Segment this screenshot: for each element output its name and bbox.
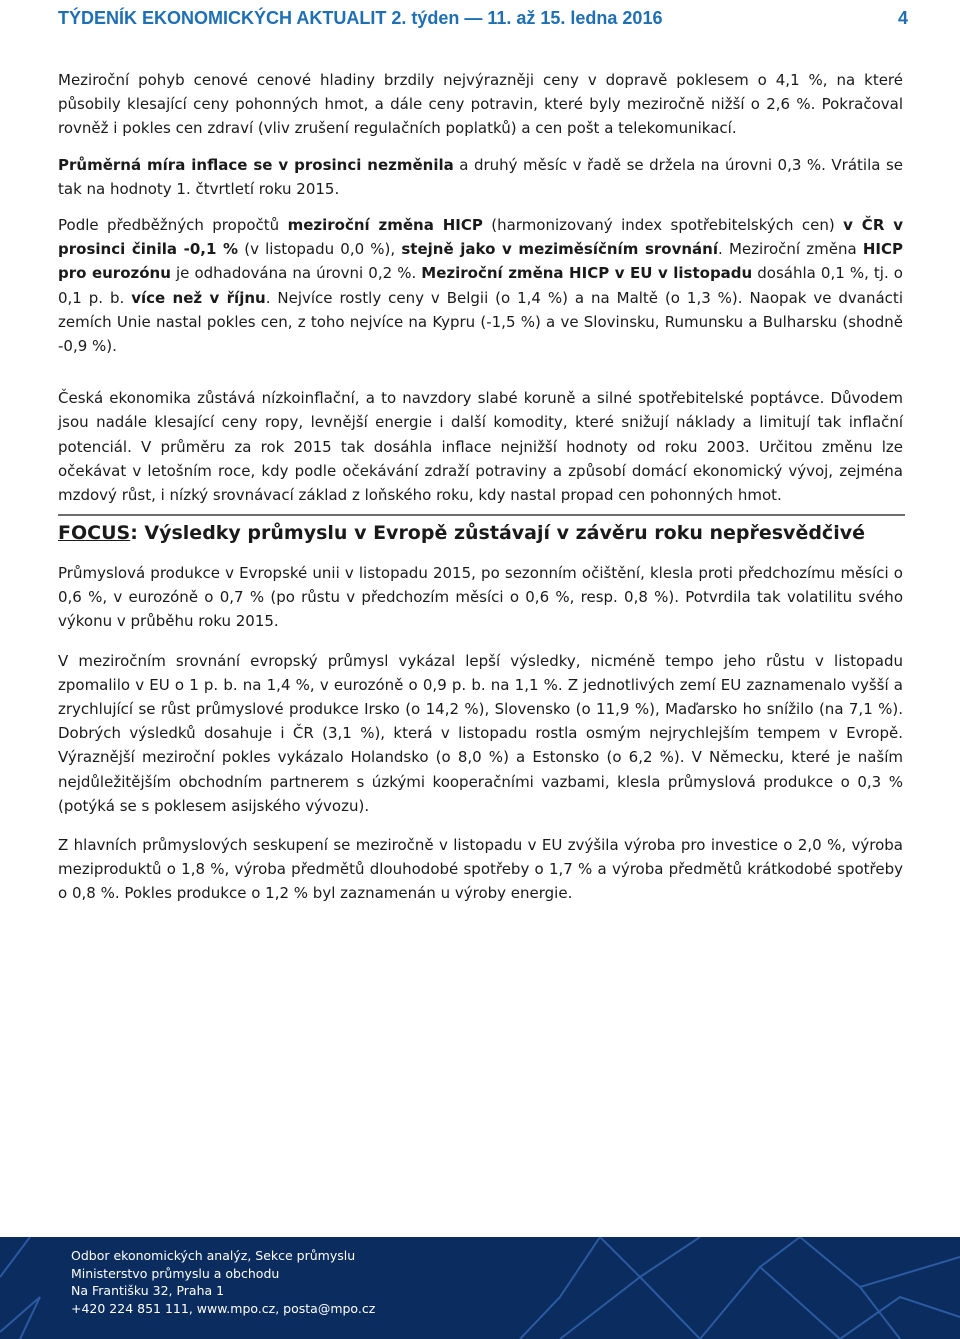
bold-text: Průměrná míra inflace se v prosinci nezměnila [58,155,454,174]
paragraph-year-on-year: V meziročním srovnání evropský průmysl vykázal lepší výsledky, nicméně tempo jeho růstu v listopadu zpomalilo v EU o 1 p. b. na 1,4 %, v eurozóně o 0,9 p. b. na 1,1 %. Z jednotlivých zemí EU zaznamenalo vyšší a zrychlující se růst průmyslové produkce Irsko (o 14,2 %), Slovensko (o 11,9 %), Maďarsko ho snížilo (na 7,1 %). Dobrých výsledků dosahuje i ČR (3,1 %), která v listopadu rostla osmým nejrychlejším tempem v Evropě. Výraznější meziroční pokles vykázalo Holandsko (o 8,0 %) a Estonsko (o 6,2 %). V Německu, které je naším nejdůležitějším obchodním partnerem s úzkými kooperačními vazbami, klesla průmyslová produkce o 0,3 % (potýká se s poklesem asijského vývozu). [58,651,903,815]
bold-text: v ČR v prosinci činila -0,1 % [58,216,903,259]
text-span: . Meziroční změna [718,240,863,259]
bold-text: meziroční změna HICP [287,216,483,235]
bold-text: HICP pro eurozónu [58,240,903,283]
paragraph-average-inflation [58,153,903,201]
header-title: TÝDENÍK EKONOMICKÝCH AKTUALIT 2. týden — 11. až 15. ledna 2016 [58,7,663,28]
paragraph-hicp [58,213,903,358]
bold-text: Meziroční změna HICP v EU v listopadu [421,264,753,283]
footer-ministry: Ministerstvo průmyslu a obchodu [71,1265,280,1281]
text-span: . Nejvíce rostly ceny v Belgii (o 1,4 %) a na Maltě (o 1,3 %). Naopak ve dvanácti zemích Unie nastal pokles cen, z toho nejvíce na Kypru (-1,5 %) a ve Slovinsku, Rumunsku a Bulharsku (shodně -0,9 %). [58,288,903,356]
focus-heading [58,519,905,547]
text-span: Podle předběžných propočtů [58,216,288,235]
paragraph-czech-economy: Česká ekonomika zůstává nízkoinflační, a to navzdory slabé koruně a silné spotřebitelské poptávce. Důvodem jsou nadále klesající ceny ropy, levnější energie i další komodity, které snižují náklady a limitují tak inflační potenciál. V průměru za rok 2015 tak dosáhla inflace nejnižší hodnoty od roku 2003. Určitou změnu lze očekávat v letošním roce, kdy podle očekávání zdraží potraviny a způsobí domácí ekonomický vývoj, zejména mzdový růst, i nízký srovnávací základ z loňského roku, kdy nastal propad cen pohonných hmot. [58,389,903,505]
paragraph-industrial-production: Průmyslová produkce v Evropské unii v listopadu 2015, po sezonním očištění, klesla proti předchozímu měsíci o 0,6 %, v eurozóně o 0,7 % (po růstu v předchozím měsíci o 0,6 %, resp. 0,8 %). Potvrdila tak volatilitu svého výkonu v průběhu roku 2015. [58,564,903,631]
text-span: a druhý měsíc v řadě se držela na úrovni 0,3 %. Vrátila se tak na hodnoty 1. čtvrtletí roku 2015. [58,155,903,198]
text-span: (v listopadu 0,0 %), [238,240,402,259]
text-span: je odhadována na úrovni 0,2 %. [170,264,422,283]
footer-address: Na Františku 32, Praha 1 [71,1283,225,1298]
focus-title-text: : Výsledky průmyslu v Evropě zůstávají v závěru roku nepřesvědčivé [130,522,865,544]
footer-phone-web-email: +420 224 851 111, www.mpo.cz, posta@mpo.cz [71,1300,376,1316]
section-divider [58,514,905,516]
page-header [58,5,908,31]
bold-text: stejně jako v meziměsíčním srovnání [401,240,718,259]
footer-contact [71,1247,375,1317]
text-span: dosáhla 0,1 %, tj. o 0,1 p. b. [58,264,903,307]
focus-section [58,561,903,906]
paragraph-price-drivers: Meziroční pohyb cenové cenové hladiny brzdily nejvýrazněji ceny v dopravě poklesem o 4,1 %, na které působily klesající ceny pohonných hmot, a dále ceny potravin, které byly meziročně nižší o 2,6 %. Pokračoval rovněž i pokles cen zdraví (vliv zrušení regulačních poplatků) a cen pošt a telekomunikací. [58,71,903,138]
page-footer [0,1237,960,1339]
paragraph-industry-groups: Z hlavních průmyslových seskupení se meziročně v listopadu v EU zvýšila výroba pro investice o 2,0 %, výroba meziproduktů o 1,8 %, výroba předmětů dlouhodobé spotřeby o 1,7 % a výroba předmětů krátkodobé spotřeby o 0,8 %. Pokles produkce o 1,2 % byl zaznamenán u výroby energie. [58,836,903,903]
inflation-section [58,68,903,507]
footer-department: Odbor ekonomických analýz, Sekce průmyslu [71,1248,356,1263]
bold-text: více než v říjnu [131,288,266,307]
page-number: 4 [897,7,908,28]
text-span: (harmonizovaný index spotřebitelských cen) [482,216,844,235]
focus-tag: FOCUS [58,522,131,544]
